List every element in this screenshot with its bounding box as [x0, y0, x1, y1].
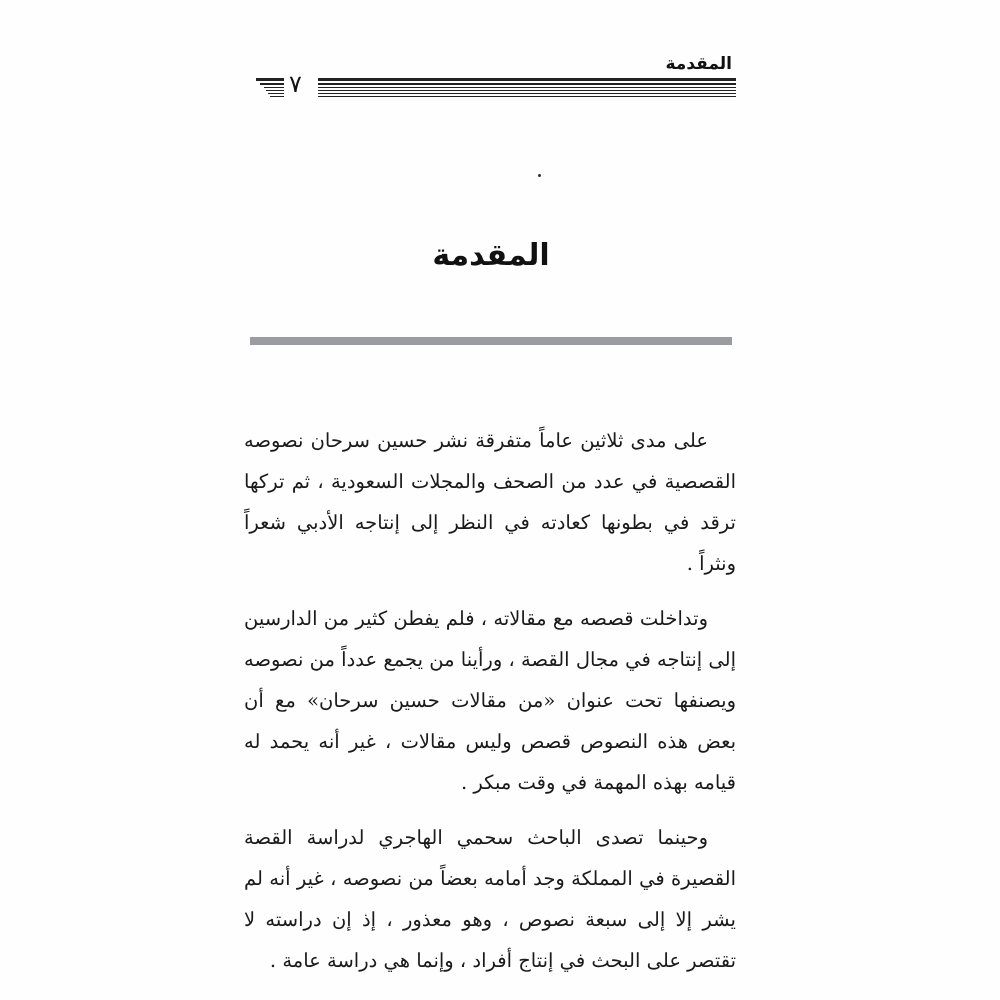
- paragraph: وتداخلت قصصه مع مقالاته ، فلم يفطن كثير من الدارسين إلى إنتاجه في مجال القصة ، ورأينا من يجمع عدداً من نصوصه ويصنفها تحت عنوان «من مقالات حسين سرحان» مع أن بعض هذه النصوص قصص وليس مقالات ، غير أنه يحمد له قيامه بهذه المهمة في وقت مبكر .: [244, 607, 736, 794]
- chapter-title: المقدمة: [432, 238, 550, 273]
- paragraph: وحينما تصدى الباحث سحمي الهاجري لدراسة القصة القصيرة في المملكة وجد أمامه بعضاً من نصوصه ، غير أنه لم يشر إلا إلى سبعة نصوص ، وهو معذور ، إذ إن دراسته لا تقتصر على البحث في إنتاج أفراد ، وإنما هي دراسة عامة .: [244, 826, 736, 972]
- chapter-divider: [250, 337, 732, 345]
- page-number: ٧: [289, 70, 302, 98]
- print-speck: [538, 174, 541, 177]
- header-rule-stub: [256, 78, 284, 100]
- paragraph: على مدى ثلاثين عاماً متفرقة نشر حسين سرحان نصوصه القصصية في عدد من الصحف والمجلات السعودية ، ثم تركها ترقد في بطونها كعادته في النظر إلى إنتاجه الأدبي شعراً ونثراً .: [244, 429, 736, 575]
- body-text: [244, 420, 736, 995]
- header-rule-lines: [318, 78, 736, 100]
- running-header-title: المقدمة: [665, 54, 732, 74]
